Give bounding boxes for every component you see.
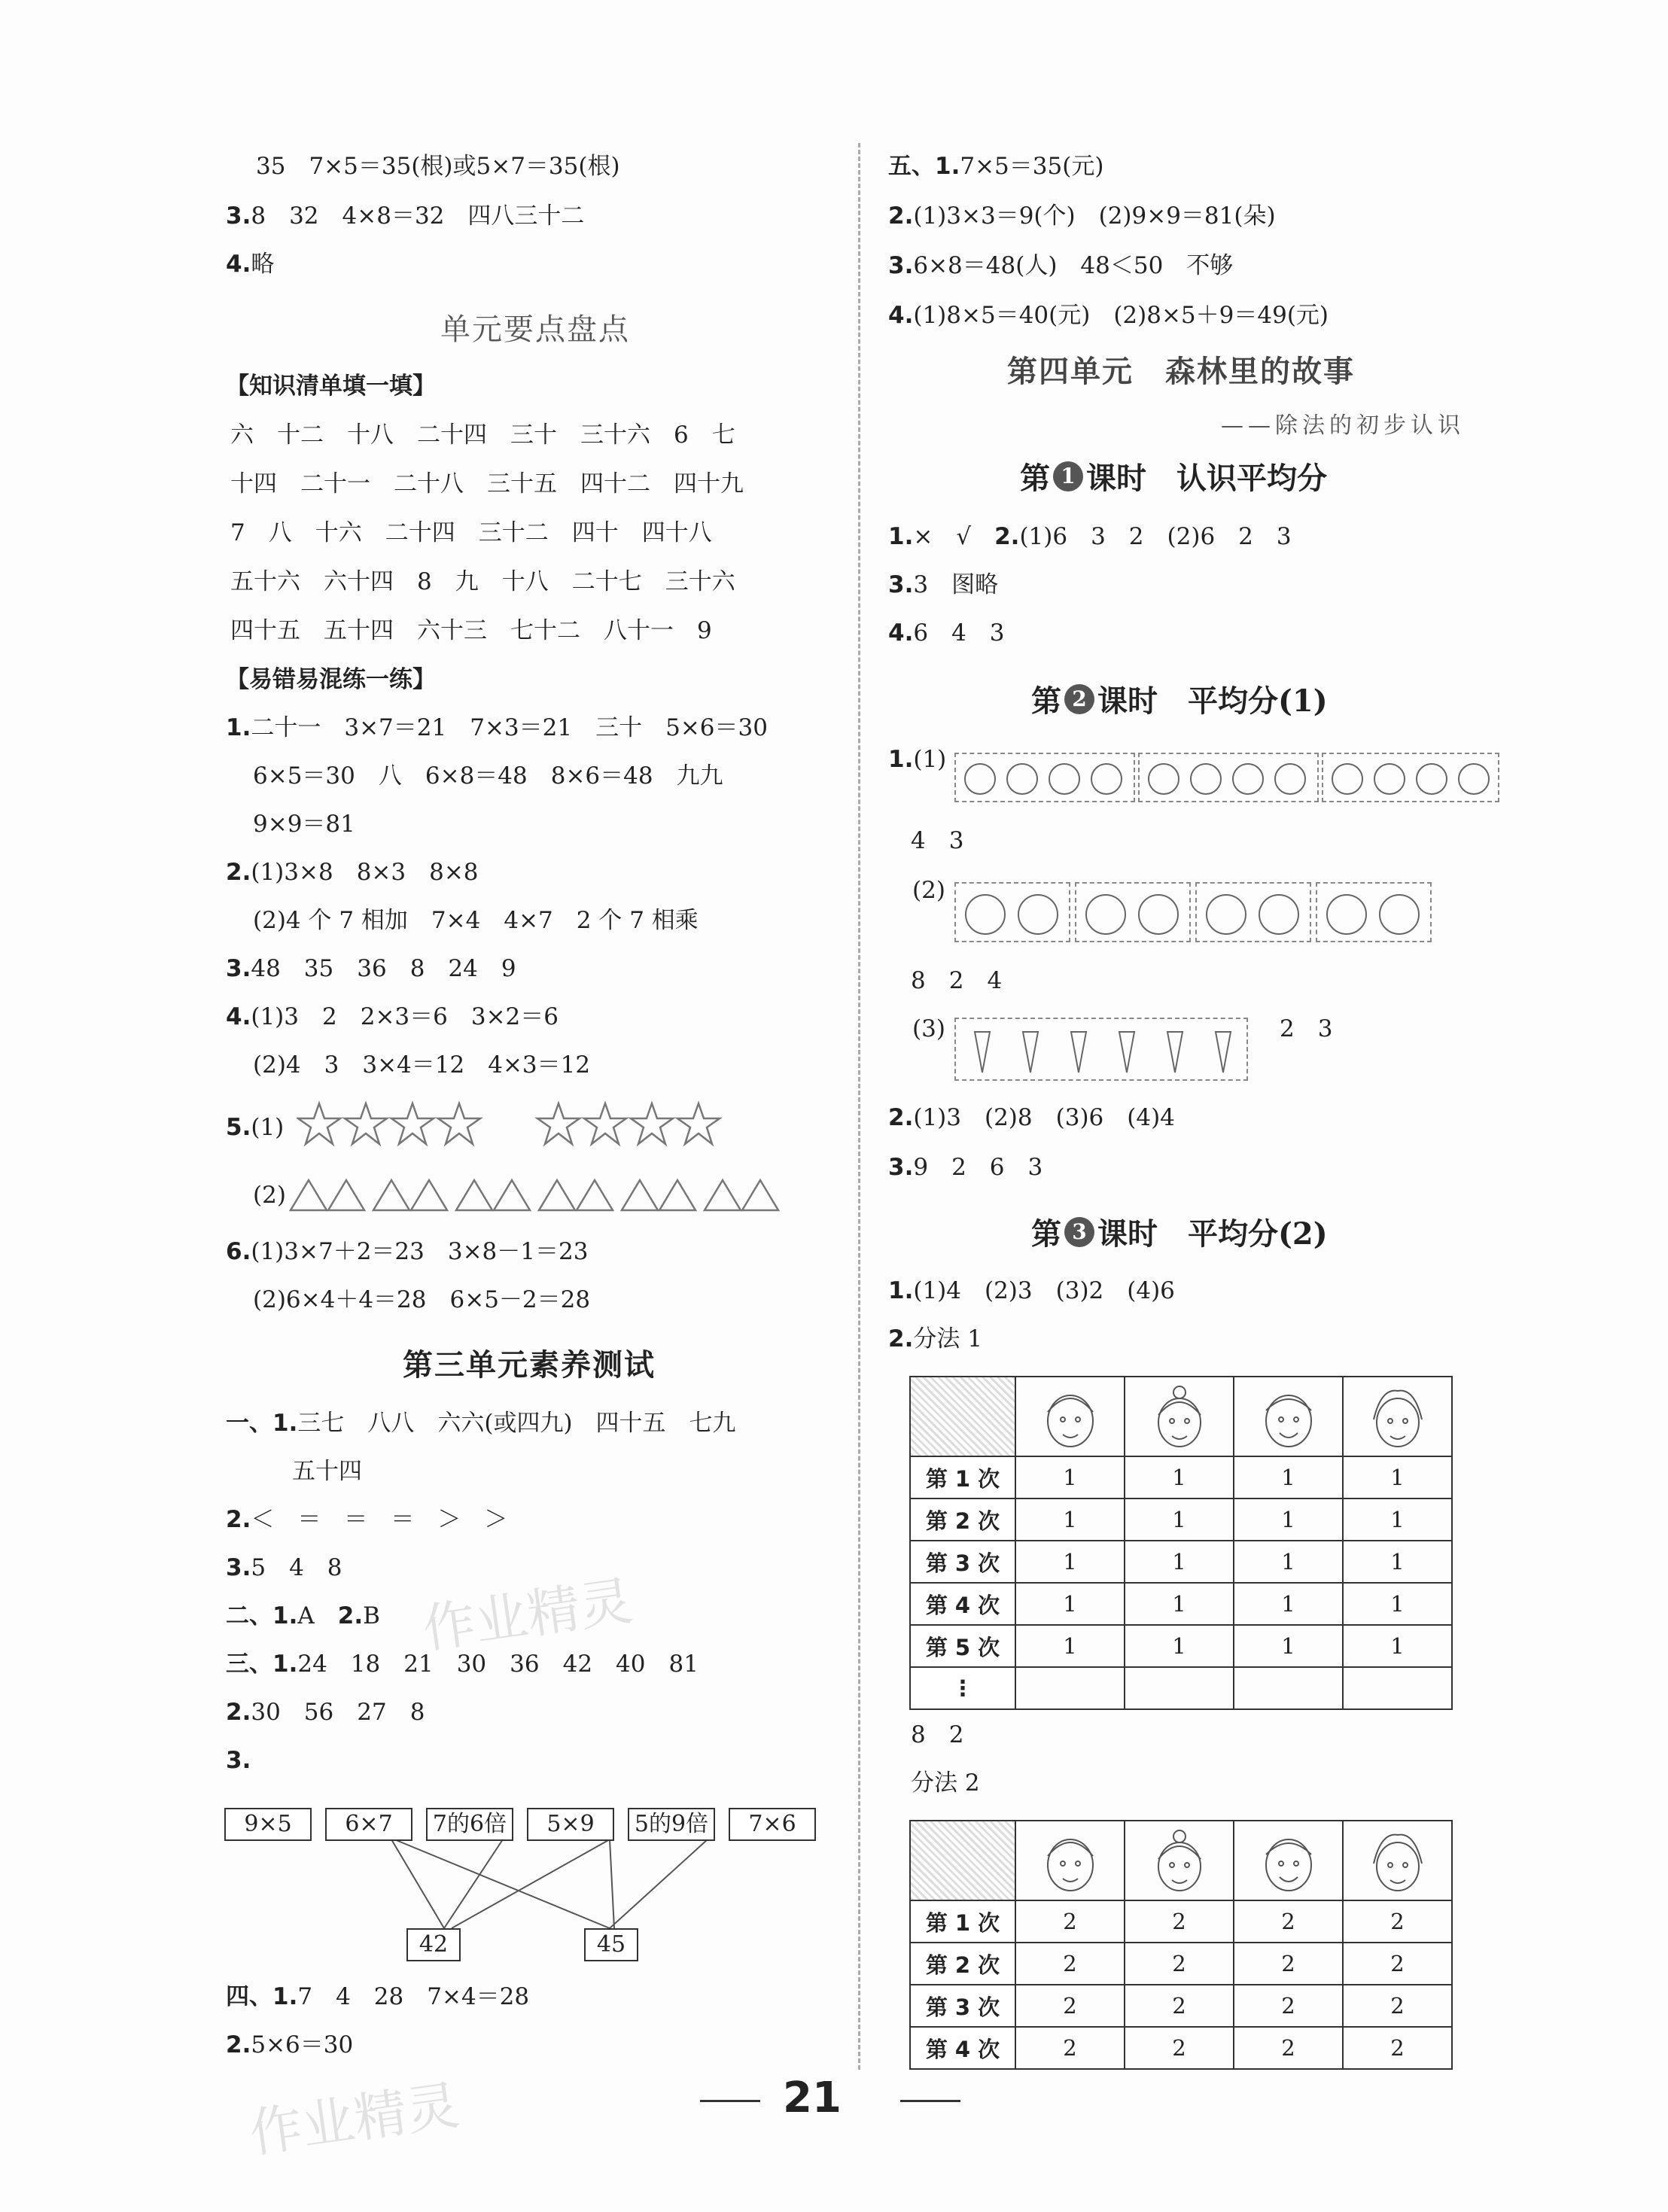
text: (1)3 (2)8 (3)6 (4)4 <box>913 1104 1175 1131</box>
text: 7 4 28 7×4＝28 <box>297 1983 530 2010</box>
row-label: 第 4 次 <box>910 1583 1015 1625</box>
num: 3. <box>226 955 251 982</box>
lesson-post: 课时 <box>1097 1216 1158 1252</box>
fruit-group <box>1138 753 1319 802</box>
l2-3-label: (3) <box>912 1015 945 1042</box>
m2-line: (2)4 个 7 相加 7×4 4×7 2 个 7 相乘 <box>253 907 699 934</box>
girl-face-icon <box>1148 1826 1211 1895</box>
table-cell: 1 <box>1343 1456 1452 1499</box>
line-35: 35 7×5＝35(根)或5×7＝35(根) <box>256 153 620 180</box>
num: 3. <box>888 1154 914 1181</box>
triangle-icon <box>373 1180 409 1210</box>
match-target: 45 <box>584 1928 638 1961</box>
triangle-icon <box>494 1180 530 1210</box>
star-icon <box>345 1103 387 1144</box>
boy-face-icon <box>1257 1826 1320 1895</box>
row-label: 第 3 次 <box>910 1985 1015 2027</box>
table-cell: 1 <box>1015 1456 1125 1499</box>
table-cell: 2 <box>1015 1943 1125 1985</box>
label: (1) <box>913 746 947 773</box>
num: 1. <box>888 746 914 773</box>
row-label: 第 2 次 <box>910 1499 1015 1541</box>
t8 <box>226 1979 529 2014</box>
table-1-body <box>910 1456 1452 1709</box>
l2-1 <box>888 742 946 777</box>
text: 5 4 8 <box>251 1554 342 1581</box>
table-cell: 2 <box>1015 1985 1125 2027</box>
num: 三、1. <box>226 1651 298 1678</box>
table-row <box>910 1667 1452 1709</box>
t7 <box>226 1743 251 1778</box>
num: 4. <box>888 619 914 647</box>
lesson-3-title <box>1031 1210 1328 1253</box>
mistake-heading: 【易错易混练一练】 <box>226 666 436 693</box>
table-cell: 1 <box>1015 1499 1125 1541</box>
triangle-icon <box>659 1180 696 1210</box>
table-cell: 1 <box>1343 1541 1452 1583</box>
num: 一、1. <box>226 1410 298 1437</box>
text: 略 <box>251 251 275 278</box>
text: 5×6＝30 <box>251 2031 354 2058</box>
l2-3-ans: 2 3 <box>1280 1015 1333 1042</box>
triangle-icon <box>622 1180 658 1210</box>
knowledge-heading: 【知识清单填一填】 <box>226 373 436 400</box>
table-row <box>910 1943 1452 1985</box>
star-icon <box>438 1103 480 1144</box>
star-icon <box>584 1103 626 1144</box>
table-cell: 1 <box>1343 1625 1452 1667</box>
triangle-icon <box>411 1180 447 1210</box>
table-cell: 2 <box>1343 1985 1452 2027</box>
review-title: 单元要点盘点 <box>440 312 630 347</box>
table1-ans: 8 2 <box>911 1721 964 1748</box>
lesson-post: 课时 <box>1097 683 1158 719</box>
table-cell: 1 <box>1015 1625 1125 1667</box>
triangle-icon <box>705 1180 741 1210</box>
lesson-number: 3 <box>1064 1217 1094 1247</box>
l2-2-ans: 8 2 4 <box>911 967 1003 994</box>
apple-icon <box>1079 886 1187 939</box>
m1-line: 6×5＝30 八 6×8＝48 8×6＝48 九九 <box>253 762 723 790</box>
num: 4. <box>226 251 251 278</box>
match-box: 5的9倍 <box>628 1808 715 1841</box>
text: 24 18 21 30 36 42 40 81 <box>297 1651 699 1678</box>
text: 9 2 6 3 <box>913 1154 1043 1181</box>
table-row <box>910 2027 1452 2069</box>
text: 二十一 3×7＝21 7×3＝21 三十 5×6＝30 <box>251 714 768 741</box>
text: (1)3×8 8×3 8×8 <box>251 859 479 886</box>
child-face <box>1125 1821 1234 1900</box>
boy-face-icon <box>1039 1382 1102 1451</box>
table-cell: 2 <box>1234 2027 1343 2069</box>
match-box: 9×5 <box>224 1808 312 1841</box>
num: 2. <box>994 523 1020 550</box>
girl-face-icon <box>1366 1826 1429 1895</box>
fruit-group <box>1322 753 1499 802</box>
knowledge-line: 7 八 十六 二十四 三十二 四十 四十八 <box>230 519 712 546</box>
star-icon <box>391 1103 434 1144</box>
page-dash-left <box>700 2100 760 2102</box>
table-cell: 2 <box>1343 1900 1452 1943</box>
num: 5. <box>226 1114 251 1141</box>
r2 <box>888 199 1276 233</box>
watermark: 作业精灵 <box>419 1569 637 1661</box>
lesson-pre: 第 <box>1031 1216 1061 1252</box>
triangles-figure <box>289 1176 786 1213</box>
text: 三七 八八 六六(或四九) 四十五 七九 <box>297 1410 736 1437</box>
num: 2. <box>226 2031 251 2058</box>
num: 3. <box>888 571 914 598</box>
text: (1)3 2 2×3＝6 3×2＝6 <box>251 1003 559 1030</box>
match-target: 42 <box>406 1928 461 1961</box>
triangle-icon <box>328 1180 364 1210</box>
text: × √ <box>913 523 972 550</box>
apple-group <box>954 882 1070 942</box>
unit-title-a: 第四单元 <box>1007 354 1134 389</box>
text: 6×8＝48(人) 48＜50 不够 <box>913 252 1234 279</box>
r3 <box>888 248 1233 283</box>
table-cell: 1 <box>1234 1499 1343 1541</box>
text: (1)8×5＝40(元) (2)8×5＋9＝49(元) <box>913 302 1329 329</box>
l3-b <box>888 1322 982 1356</box>
table-cell: 2 <box>1234 1985 1343 2027</box>
table-cell: 2 <box>1125 2027 1234 2069</box>
m1-line: 9×9＝81 <box>253 811 355 838</box>
lesson-name: 平均分(2) <box>1188 1216 1328 1252</box>
l2-b <box>888 1100 1175 1135</box>
t1-line: 五十四 <box>292 1458 362 1485</box>
girl-face-icon <box>1148 1382 1211 1451</box>
text: 3 图略 <box>913 571 999 598</box>
page-dash-right <box>900 2100 960 2102</box>
table-cell: 1 <box>1234 1583 1343 1625</box>
apple-icon <box>958 886 1067 939</box>
table-cell: 2 <box>1015 2027 1125 2069</box>
star-icon <box>537 1103 580 1144</box>
table-cell <box>1343 1667 1452 1709</box>
carrot-icon <box>958 1021 1244 1077</box>
apple-group <box>1316 882 1432 942</box>
t9 <box>226 2028 353 2062</box>
star-icon <box>677 1103 720 1144</box>
knowledge-line: 六 十二 十八 二十四 三十 三十六 6 七 <box>230 421 735 449</box>
text: 7×5＝35(元) <box>960 153 1104 180</box>
apple-group <box>1075 882 1191 942</box>
distribution-table-1 <box>909 1376 1453 1710</box>
num: 2. <box>226 1699 251 1726</box>
row-label: 第 1 次 <box>910 1900 1015 1943</box>
table-cell: 2 <box>1234 1943 1343 1985</box>
test-title: 第三单元素养测试 <box>403 1347 656 1383</box>
m2 <box>226 855 479 890</box>
triangle-icon <box>539 1180 575 1210</box>
child-face <box>1234 1821 1343 1900</box>
table-cell: 2 <box>1234 1900 1343 1943</box>
column-divider <box>858 143 860 2070</box>
num: 2. <box>888 1104 914 1131</box>
m6 <box>226 1234 588 1269</box>
triangle-icon <box>577 1180 613 1210</box>
r4 <box>888 298 1329 333</box>
m5 <box>226 1110 284 1145</box>
num: 2. <box>226 1506 251 1533</box>
num: 1. <box>226 714 251 741</box>
t3 <box>226 1550 342 1585</box>
knowledge-line: 四十五 五十四 六十三 七十二 八十一 9 <box>230 617 712 644</box>
table-cell <box>1234 1667 1343 1709</box>
fruit-icon <box>1143 756 1314 799</box>
unit-subtitle: ——除法的初步认识 <box>1221 412 1465 439</box>
lesson-number: 1 <box>1053 461 1083 491</box>
m4-line: (2)4 3 3×4＝12 4×3＝12 <box>253 1051 591 1079</box>
match-box: 6×7 <box>325 1808 412 1841</box>
match-box: 5×9 <box>527 1808 614 1841</box>
star-icon <box>298 1103 340 1144</box>
table-row <box>910 1625 1452 1667</box>
boy-face-icon <box>1257 1382 1320 1451</box>
num: 3. <box>226 1554 251 1581</box>
table-cell: 1 <box>1343 1583 1452 1625</box>
method-2: 分法 2 <box>911 1769 980 1797</box>
table-cell: 2 <box>1015 1900 1125 1943</box>
fruit-icon <box>959 756 1131 799</box>
page-number: 21 <box>783 2074 842 2122</box>
table-cell: 1 <box>1125 1583 1234 1625</box>
table-cell: 1 <box>1234 1625 1343 1667</box>
num: 二、1. <box>226 1602 298 1629</box>
lesson-1-title <box>1020 455 1327 497</box>
table-cell: 1 <box>1125 1456 1234 1499</box>
text: ＜ ＝ ＝ ＝ ＞ ＞ <box>251 1506 508 1533</box>
item-4 <box>226 247 274 281</box>
table-row <box>910 1583 1452 1625</box>
lesson-post: 课时 <box>1086 461 1146 496</box>
lesson-pre: 第 <box>1020 461 1050 496</box>
num: 2. <box>226 859 251 886</box>
row-label: ⋮ <box>910 1667 1015 1709</box>
apple-icon <box>1319 886 1428 939</box>
carrot-group <box>954 1018 1248 1081</box>
triangle-icon <box>456 1180 492 1210</box>
num: 1. <box>888 523 914 550</box>
child-face <box>1015 1821 1125 1900</box>
distribution-table-2 <box>909 1820 1453 2070</box>
table-cell <box>1125 1667 1234 1709</box>
num: 3. <box>888 252 914 279</box>
triangle-icon <box>291 1180 327 1210</box>
table-cell: 1 <box>1343 1499 1452 1541</box>
text: (1)4 (2)3 (3)2 (4)6 <box>913 1277 1175 1304</box>
table-cell: 1 <box>1125 1625 1234 1667</box>
lesson-name: 平均分(1) <box>1188 683 1328 719</box>
l2-1-ans: 4 3 <box>911 827 964 854</box>
r1 <box>888 149 1103 184</box>
text: (1)3×3＝9(个) (2)9×9＝81(朵) <box>913 202 1276 230</box>
stars-figure <box>297 1100 748 1152</box>
m4 <box>226 1000 559 1034</box>
num: 3. <box>226 1747 251 1774</box>
text: 8 32 4×8＝32 四八三十二 <box>251 202 585 230</box>
m6-line: (2)6×4＋4＝28 6×5－2＝28 <box>253 1286 591 1313</box>
table-cell <box>1015 1667 1125 1709</box>
m1 <box>226 710 768 745</box>
fruit-icon <box>1326 756 1495 799</box>
num: 6. <box>226 1238 251 1265</box>
table-row <box>910 1541 1452 1583</box>
child-face <box>1015 1377 1125 1456</box>
apple-group <box>1195 882 1311 942</box>
l1-d <box>888 616 1005 650</box>
text: A <box>297 1602 315 1629</box>
text: 6 4 3 <box>913 619 1005 647</box>
lesson-name: 认识平均分 <box>1176 461 1327 496</box>
t6 <box>226 1695 425 1730</box>
table-row <box>910 1499 1452 1541</box>
table-row <box>910 1456 1452 1499</box>
row-label: 第 1 次 <box>910 1456 1015 1499</box>
lesson-number: 2 <box>1064 684 1094 714</box>
text: B <box>363 1602 380 1629</box>
text: 分法 1 <box>913 1325 982 1352</box>
num: 3. <box>226 202 251 230</box>
l1-a <box>888 519 1292 554</box>
child-face <box>1343 1821 1452 1900</box>
text: 30 56 27 8 <box>251 1699 425 1726</box>
table-cell: 1 <box>1015 1541 1125 1583</box>
watermark: 作业精灵 <box>245 2074 464 2165</box>
unit-title <box>1007 348 1355 391</box>
t2 <box>226 1502 507 1537</box>
text: 48 35 36 8 24 9 <box>251 955 516 982</box>
triangle-icon <box>742 1180 778 1210</box>
label: (1) <box>251 1114 285 1141</box>
m3 <box>226 951 516 986</box>
fruit-group <box>954 753 1135 802</box>
match-box: 7的6倍 <box>426 1808 513 1841</box>
table-row <box>910 1900 1452 1943</box>
child-face <box>1343 1377 1452 1456</box>
table-cell: 2 <box>1343 2027 1452 2069</box>
knowledge-line: 十四 二十一 二十八 三十五 四十二 四十九 <box>230 470 744 497</box>
row-label: 第 2 次 <box>910 1943 1015 1985</box>
num: 2. <box>337 1602 364 1629</box>
knowledge-line: 五十六 六十四 8 九 十八 二十七 三十六 <box>230 568 735 595</box>
table-2-body <box>910 1900 1452 2069</box>
table-corner <box>910 1377 1015 1456</box>
row-label: 第 5 次 <box>910 1625 1015 1667</box>
child-face <box>1234 1377 1343 1456</box>
boy-face-icon <box>1039 1826 1102 1895</box>
table-cell: 1 <box>1234 1456 1343 1499</box>
star-icon <box>631 1103 673 1144</box>
table-cell: 2 <box>1125 1985 1234 2027</box>
table-cell: 1 <box>1125 1499 1234 1541</box>
table-cell: 1 <box>1125 1541 1234 1583</box>
num: 4. <box>888 302 914 329</box>
table-cell: 1 <box>1015 1583 1125 1625</box>
table-cell: 2 <box>1343 1943 1452 1985</box>
lesson-2-title <box>1031 677 1328 720</box>
unit-title-b: 森林里的故事 <box>1165 354 1355 389</box>
num: 4. <box>226 1003 251 1030</box>
num: 2. <box>888 1325 914 1352</box>
m5-2-label: (2) <box>253 1182 286 1209</box>
item-3 <box>226 199 584 233</box>
t4 <box>226 1599 380 1633</box>
row-label: 第 3 次 <box>910 1541 1015 1583</box>
l2-2-label: (2) <box>912 877 945 904</box>
table-cell: 2 <box>1125 1943 1234 1985</box>
table-corner <box>910 1821 1015 1900</box>
lesson-pre: 第 <box>1031 683 1061 719</box>
num: 五、1. <box>888 153 960 180</box>
apple-icon <box>1199 886 1307 939</box>
table-row <box>910 1985 1452 2027</box>
l2-c <box>888 1150 1042 1185</box>
num: 1. <box>888 1277 914 1304</box>
match-box: 7×6 <box>729 1808 816 1841</box>
girl-face-icon <box>1366 1382 1429 1451</box>
text: (1)3×7＋2＝23 3×8－1＝23 <box>251 1238 589 1265</box>
num: 四、1. <box>226 1983 298 2010</box>
row-label: 第 4 次 <box>910 2027 1015 2069</box>
text: (1)6 3 2 (2)6 2 3 <box>1019 523 1292 550</box>
table-cell: 2 <box>1125 1900 1234 1943</box>
child-face <box>1125 1377 1234 1456</box>
num: 2. <box>888 202 914 230</box>
t1 <box>226 1406 736 1441</box>
l3-a <box>888 1273 1175 1308</box>
l1-c <box>888 567 998 602</box>
table-cell: 1 <box>1234 1541 1343 1583</box>
